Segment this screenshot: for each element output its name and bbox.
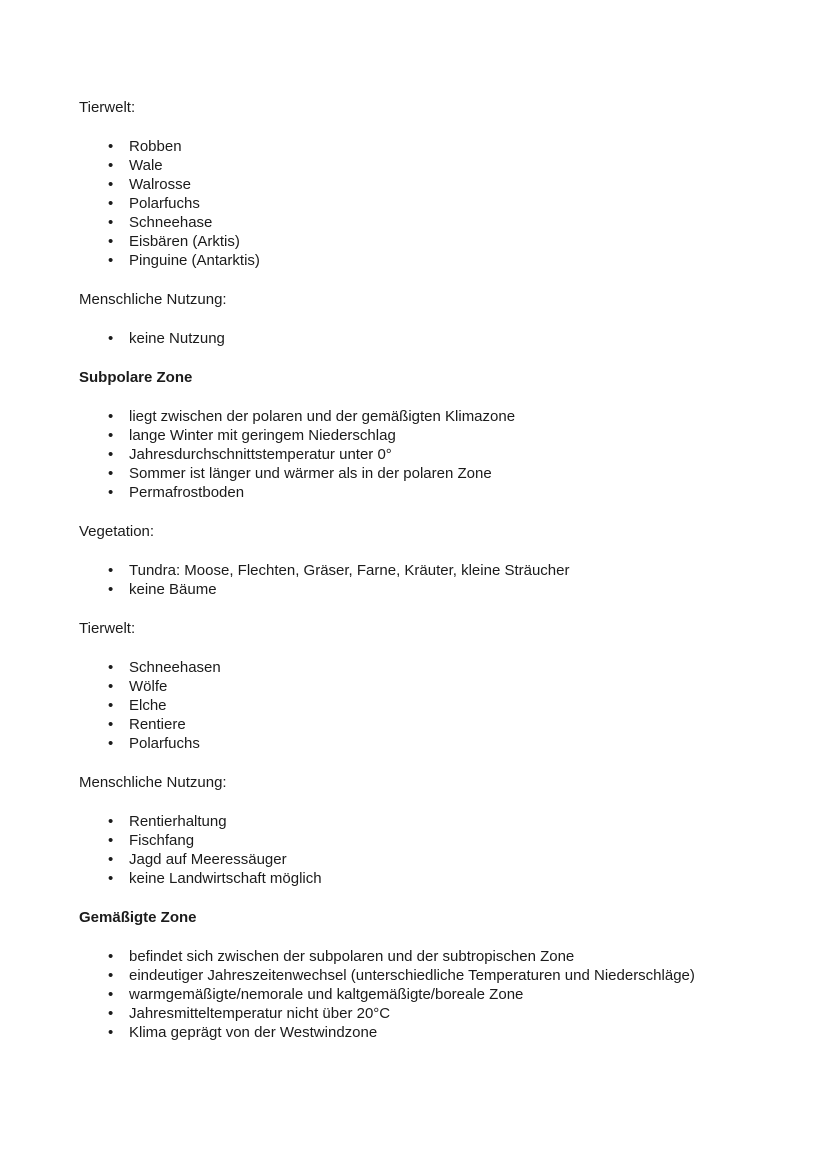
list-item: • Elche: [129, 696, 738, 715]
section-heading: Gemäßigte Zone: [79, 909, 197, 926]
list-item: • Wale: [129, 156, 738, 175]
section-label: Tierwelt:: [79, 99, 136, 116]
section-heading: Subpolare Zone: [79, 369, 193, 386]
list-item: • Pinguine (Antarktis): [129, 251, 738, 270]
bullet-list: [79, 137, 738, 270]
list-item: • Rentiere: [129, 715, 738, 734]
list-item: • Wölfe: [129, 677, 738, 696]
list-item: • Robben: [129, 137, 738, 156]
section-label: Menschliche Nutzung:: [79, 774, 227, 791]
list-item: • Fischfang: [129, 831, 738, 850]
list-item: • liegt zwischen der polaren und der gemäßigten Klimazone: [129, 407, 738, 426]
bullet-list: [79, 812, 738, 888]
list-item: • Tundra: Moose, Flechten, Gräser, Farne, Kräuter, kleine Sträucher: [129, 561, 738, 580]
list-item: • eindeutiger Jahreszeitenwechsel (unterschiedliche Temperaturen und Niederschläge): [129, 966, 738, 985]
list-item: • warmgemäßigte/nemorale und kaltgemäßigte/boreale Zone: [129, 985, 738, 1004]
list-item: • Rentierhaltung: [129, 812, 738, 831]
list-item: • keine Landwirtschaft möglich: [129, 869, 738, 888]
bullet-list: [79, 947, 738, 1042]
list-item: • Schneehasen: [129, 658, 738, 677]
list-item: • Jahresdurchschnittstemperatur unter 0°: [129, 445, 738, 464]
list-item: • Klima geprägt von der Westwindzone: [129, 1023, 738, 1042]
list-item: • Polarfuchs: [129, 734, 738, 753]
list-item: • lange Winter mit geringem Niederschlag: [129, 426, 738, 445]
section-label: Vegetation:: [79, 523, 155, 540]
list-item: • Sommer ist länger und wärmer als in der polaren Zone: [129, 464, 738, 483]
list-item: • Jagd auf Meeressäuger: [129, 850, 738, 869]
list-item: • keine Bäume: [129, 580, 738, 599]
list-item: • Polarfuchs: [129, 194, 738, 213]
list-item: • Walrosse: [129, 175, 738, 194]
bullet-list: [79, 407, 738, 502]
list-item: • Jahresmitteltemperatur nicht über 20°C: [129, 1004, 738, 1023]
document-content: [79, 98, 738, 1042]
list-item: • befindet sich zwischen der subpolaren und der subtropischen Zone: [129, 947, 738, 966]
bullet-list: [79, 561, 738, 599]
list-item: • Schneehase: [129, 213, 738, 232]
bullet-list: [79, 658, 738, 753]
bullet-list: [79, 329, 738, 348]
list-item: • Permafrostboden: [129, 483, 738, 502]
section-label: Menschliche Nutzung:: [79, 291, 227, 308]
list-item: • keine Nutzung: [129, 329, 738, 348]
list-item: • Eisbären (Arktis): [129, 232, 738, 251]
section-label: Tierwelt:: [79, 620, 136, 637]
